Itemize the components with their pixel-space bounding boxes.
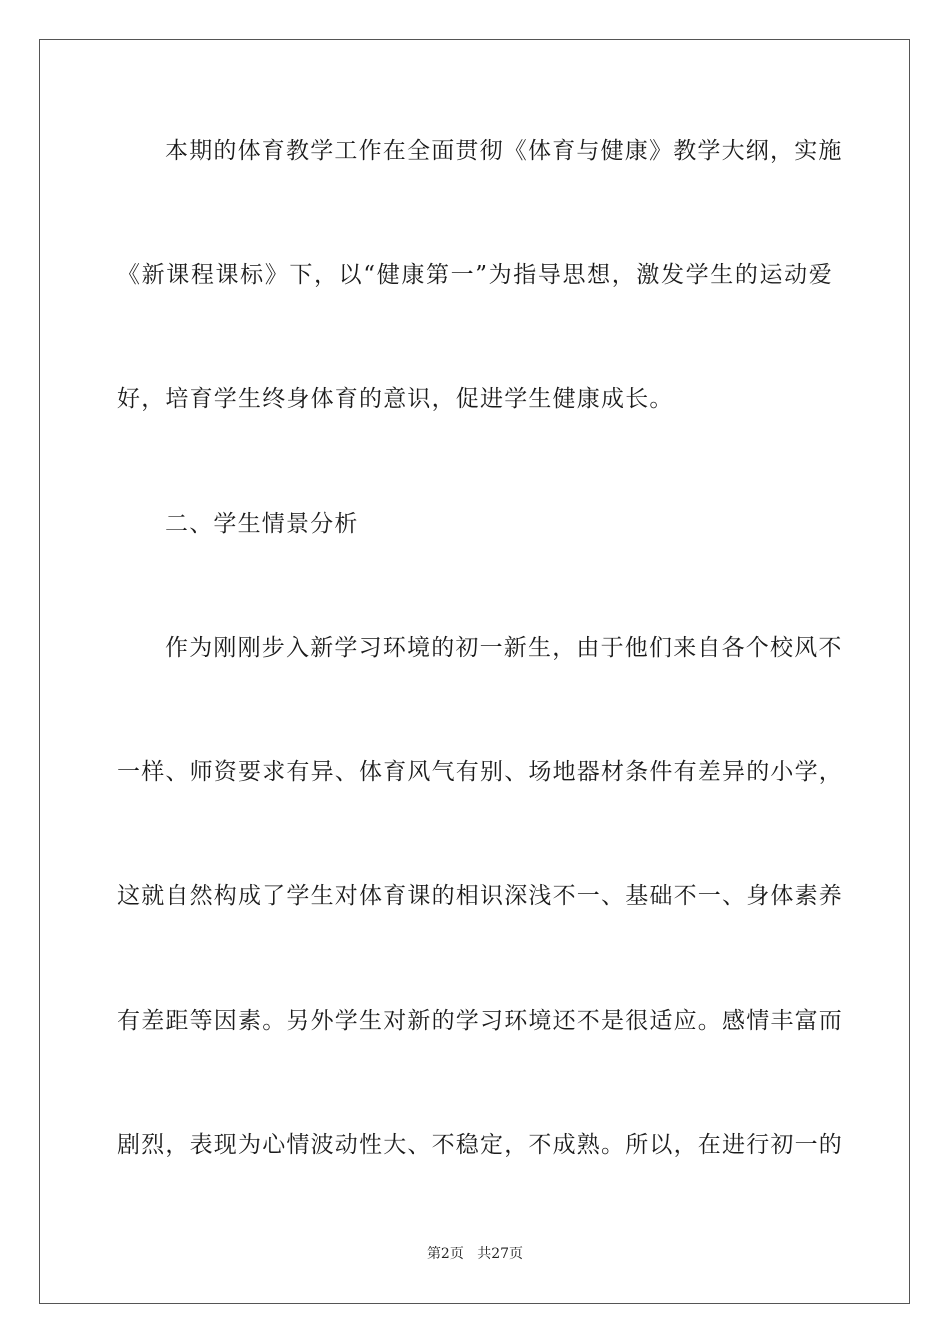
paragraph-2-line-2: 一样、师资要求有异、体育风气有别、场地器材条件有差异的小学， [117, 759, 843, 785]
paragraph-1-line-3: 好，培育学生终身体育的意识，促进学生健康成长。 [117, 386, 674, 412]
page-footer [0, 1245, 950, 1263]
paragraph-1-line-2: 《新课程课标》下，以“健康第一”为指导思想，激发学生的运动爱 [117, 262, 833, 288]
page-border [39, 39, 910, 1304]
section-heading: 二、学生情景分析 [165, 511, 359, 537]
current-page-label: 第2页 [426, 1246, 464, 1262]
paragraph-2-line-5: 剧烈，表现为心情波动性大、不稳定，不成熟。所以，在进行初一的 [117, 1132, 843, 1158]
total-pages-label: 共27页 [477, 1246, 524, 1262]
paragraph-2-line-4: 有差距等因素。另外学生对新的学习环境还不是很适应。感情丰富而 [117, 1008, 843, 1034]
paragraph-2-line-3: 这就自然构成了学生对体育课的相识深浅不一、基础不一、身体素养 [117, 883, 843, 909]
paragraph-1-line-1: 本期的体育教学工作在全面贯彻《体育与健康》教学大纲，实施 [165, 138, 843, 164]
paragraph-2-line-1: 作为刚刚步入新学习环境的初一新生，由于他们来自各个校风不 [165, 635, 843, 661]
